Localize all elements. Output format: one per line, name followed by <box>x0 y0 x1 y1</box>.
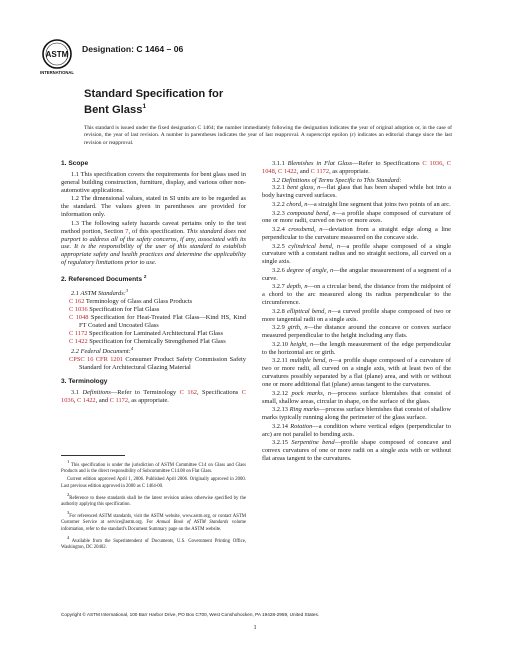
definition-item: 3.2.4 crossbend, n—deviation from a straight edge along a line perpendicular to the curvature measured on the concave side. <box>262 226 451 241</box>
definition-item: 3.2.1 bent glass, n—flat glass that has been shaped while hot into a body having curved surfaces. <box>262 184 451 200</box>
r-3-1-1: 3.1.1 Blemishes in Flat Glass—Refer to Specifications C 1036, C 1048, C 1422, and C 1172, as appropriate. <box>262 160 451 175</box>
definition-item: 3.2.11 multiple bend, n—a profile shape composed of a curvature of two or more radii, all curved on a single axis, with at least two of the curvatures possibly separated by a flat (plane) area, and with or without one or more additional flat (plane) areas tangent to the curvatures. <box>262 357 451 389</box>
left-column <box>61 160 246 406</box>
reference-code-link[interactable]: C 1172 <box>69 329 88 337</box>
copyright-notice: Copyright © ASTM International, 100 Barr Harbor Drive, PO Box C700, West Conshohocken, PA 19428-2959, United States. <box>61 612 320 617</box>
definition-item: 3.2.7 depth, n—on a circular bend, the distance from the midpoint of a chord to the arc measured along its radius perpendicular to the circumference. <box>262 283 451 307</box>
svg-text:ASTM: ASTM <box>45 50 69 59</box>
r-3-2: 3.2 Definitions of Terms Specific to This Standard: <box>272 176 402 184</box>
refs-heading: 2. Referenced Documents $^2$ <box>61 274 147 284</box>
reference-item: C 1036 Specification for Flat Glass <box>69 305 160 313</box>
federal-docs-label: 2.2 Federal Document:$^4$ <box>71 346 134 356</box>
c162-link[interactable]: C 162 <box>179 389 197 397</box>
definition-item: 3.2.14 Rotation—a condition where vertical edges (perpendicular to arc) are not parallel to bending axis. <box>262 422 451 438</box>
c1172-link[interactable]: C 1172 <box>109 396 129 404</box>
definition-item: 3.2.9 girth, n—the distance around the concave or convex surface measured perpendicular to the height including any flats. <box>262 324 451 340</box>
definition-term: depth, n <box>286 283 308 291</box>
reference-code-link[interactable]: C 162 <box>69 297 85 305</box>
reference-list <box>61 298 246 345</box>
astm-standards-label: 2.1 ASTM Standards:$^3$ <box>71 288 129 298</box>
definition-list <box>262 184 451 462</box>
footnote-4: $^4$ Available from the Superintendent of Documents, U.S. Government Printing Office, Washington, DC 20402. <box>61 534 246 551</box>
footnotes <box>61 459 246 553</box>
right-column <box>262 160 451 464</box>
reference-item: C 162 Terminology of Glass and Glass Products <box>69 297 193 305</box>
footnote-1b: Current edition approved April 1, 2006. Published April 2006. Originally approved in 2000. Last previous edition approved in 2000 as C 1464-00. <box>61 477 246 489</box>
title-line-1: Standard Specification for <box>84 88 224 100</box>
c1422-link[interactable]: C 1422 <box>76 396 96 404</box>
page-number: 1 <box>253 624 257 631</box>
ref-cpsc: CPSC 16 CFR 1201 Consumer Product Safety Commission Safety Standard for Architectural Glazing Material <box>69 356 246 372</box>
definition-item: 3.2.3 compound bend, n—a profile shape composed of curvature of one or more radii, curved on two or more axes. <box>262 209 451 225</box>
scope-1-3: 1.3 The following safety hazards caveat pertains only to the test method portion, Section 7, of this specification. This standard does not purport to address all of the safety concerns, if any, associated with its use. It is the responsibility of the user of this standard to establish appropriate safety and health practices and determine the applicability of regulatory limitations prior to use. <box>61 219 246 267</box>
definition-term: height, n <box>290 340 314 348</box>
reference-item: C 1172 Specification for Laminated Architectural Flat Glass <box>69 329 223 337</box>
reference-code-link[interactable]: C 1422 <box>69 337 88 345</box>
scope-heading: 1. Scope <box>61 160 89 167</box>
definition-term: bent glass, n <box>287 184 321 192</box>
logo-text: INTERNATIONAL <box>40 70 74 75</box>
r-c1422-link[interactable]: C 1422 <box>277 167 297 175</box>
term-3-1: 3.1 Definitions—Refer to Terminology C 162, Specifications C 1036, C 1422, and C 1172, as appropriate. <box>61 389 246 404</box>
document-title <box>84 88 223 116</box>
definition-term: degree of angle, n <box>286 266 334 274</box>
reference-code-link[interactable]: C 1048 <box>69 313 89 321</box>
title-footnote-mark: 1 <box>142 102 147 110</box>
footnote-2: $^2$Reference to these standards shall be the latest revision unless otherwise specified by the authority applying this specification. <box>61 491 246 508</box>
definition-item: 3.2.10 height, n—the length measurement of the edge perpendicular to the horizontal arc or girth. <box>262 340 451 356</box>
definition-item: 3.2.2 chord, n—a straight line segment that joins two points of an arc. <box>272 200 451 208</box>
reference-item: C 1048 Specification for Heat-Treated Flat Glass—Kind HS, Kind FT Coated and Uncoated Glass <box>69 313 246 329</box>
scope-1-1: 1.1 This specification covers the requirements for bent glass used in general building construction, furniture, display, and various other non-automotive applications. <box>61 170 246 194</box>
footnote-3: $^3$For referenced ASTM standards, visit the ASTM website, www.astm.org, or contact ASTM Customer Service at service@astm.org. For Annual Book of ASTM Standards volume information, refer to the standard's Document Summary page on the ASTM website. <box>61 510 246 532</box>
r-c1172-link[interactable]: C 1172 <box>310 167 330 175</box>
definition-item: 3.2.12 pock marks, n—process surface blemishes that consist of small, shallow areas, circular in shape, on the surface of the glass. <box>262 389 451 405</box>
definition-term: cylindrical bend, n <box>288 242 341 250</box>
ref-cpsc-link[interactable]: CPSC 16 CFR 1201 <box>69 356 124 364</box>
definition-term: compound bend, n <box>287 209 336 217</box>
title-line-2: Bent Glass$^1$ <box>84 102 147 116</box>
definition-term: crossbend, n <box>288 226 323 233</box>
definition-item: 3.2.6 degree of angle, n—the angular measurement of a segment of a curve. <box>262 266 451 282</box>
definition-term: elliptical bend, n <box>286 307 332 315</box>
definition-term: chord, n <box>286 200 308 208</box>
definition-item: 3.2.15 Serpentine bend—profile shape composed of concave and convex curvatures of one or more radii on a single axis with or without flat areas tangent to the curvatures. <box>262 439 451 462</box>
designation: Designation: C 1464 – 06 <box>82 44 184 54</box>
definition-term: Serpentine bend <box>291 439 335 447</box>
c1036-link[interactable]: C 1036 <box>61 389 246 404</box>
definition-term: Ring marks <box>289 406 319 414</box>
astm-logo <box>40 38 74 76</box>
terminology-heading: 3. Terminology <box>61 378 108 386</box>
definition-item: 3.2.8 elliptical bend, n—a curved profile shape composed of two or more tangential radii on a single axis. <box>262 307 451 323</box>
reference-item: C 1422 Specification for Chemically Strengthened Flat Glass <box>69 337 226 345</box>
definition-term: girth, n <box>287 324 308 332</box>
definition-term: pock marks, n <box>291 389 332 397</box>
definition-term: multiple bend, n <box>289 357 333 365</box>
footnote-1: $^1$ This specification is under the jurisdiction of ASTM Committee C14 on Glass and Glass Products and is the direct responsibility of Subcommittee C14.08 on Flat Glass. <box>61 459 246 475</box>
r-c1036-link[interactable]: C 1036 <box>422 160 443 167</box>
r-c1048-link[interactable]: C 1048 <box>262 160 451 175</box>
definition-item: 3.2.5 cylindrical bend, n—a profile shape composed of a single curvature with a constant radius and no straight sections, all curved on a single axis. <box>262 242 451 266</box>
definition-term: Rotation <box>290 422 313 430</box>
scope-1-2: 1.2 The dimensional values, stated in SI units are to be regarded as the standard. The values given in parentheses are provided for information only. <box>61 195 246 219</box>
reference-code-link[interactable]: C 1036 <box>69 305 88 313</box>
definition-item: 3.2.13 Ring marks—process surface blemishes that consist of shallow marks typically running along the perimeter of the glass surface. <box>262 406 451 422</box>
footnote-divider <box>61 455 125 456</box>
intro-paragraph: This standard is issued under the fixed designation C 1464; the number immediately following the designation indicates the year of original adoption or, in the case of revision, the year of last revision. A number in parentheses indicates the year of last reapproval. A superscript epsilon (ε) indicates an editorial change since the last revision or reapproval. <box>84 125 452 146</box>
section-7-link[interactable]: 7 <box>125 227 129 235</box>
